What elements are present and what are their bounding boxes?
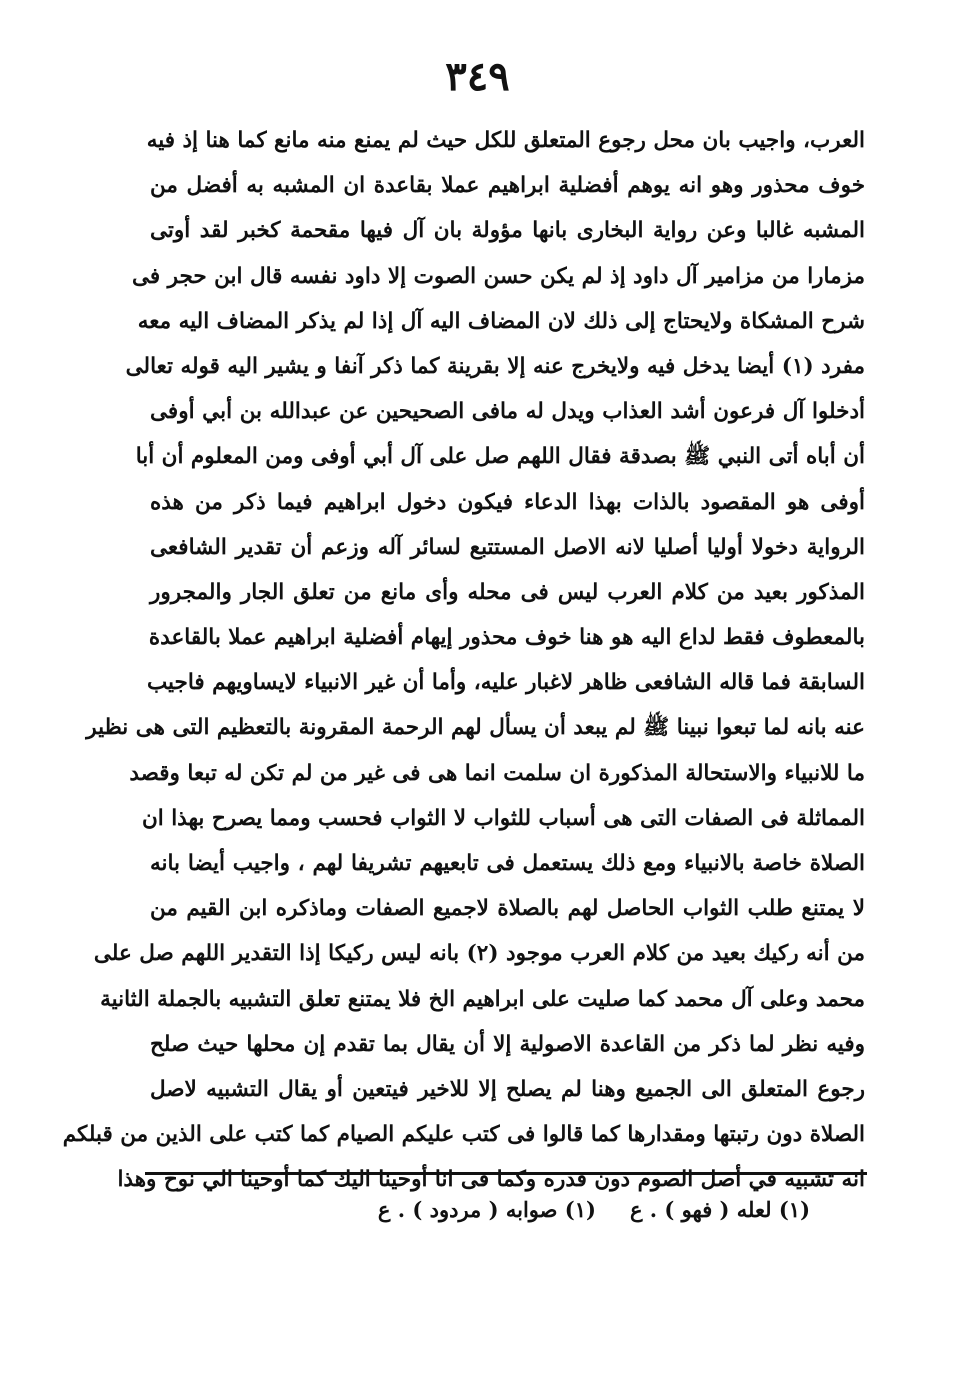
text-line: العرب، واجيب بان محل رجوع المتعلق للكل حيث لم يمنع منه مانع كما هنا إذ فيه <box>146 128 865 153</box>
text-line: عنه بانه لما تبعوا نبينا ﷺ لم يبعد أن يسأل لهم الرحمة المقرونة بالتعظيم التى هى نظير <box>86 715 865 741</box>
text-line: أن أباه أتى النبي ﷺ بصدقة فقال اللهم صل على آل أبي أوفى ومن المعلوم أن أبا <box>135 444 865 470</box>
text-line: السابقة فما قاله الشافعى ظاهر لاغبار عليه، وأما أن غير الانبياء لايساويهم فاجيب <box>146 670 865 696</box>
text-line: المشبه غالبا وعن رواية البخارى بانها مؤولة بان آل فيها مقحمة كخبر لقد أوتى <box>150 218 865 244</box>
body-text <box>62 118 865 1203</box>
footnote: (١) لعله ( فهو ) . ع <box>629 1197 810 1222</box>
text-line: أوفى هو المقصود بالذات بهذا الدعاء فيكون دخول ابراهيم فيما ذكر من هذه <box>150 489 865 515</box>
footnote: (١) صوابه ( مردود ) . ع <box>377 1197 596 1222</box>
text-line: خوف محذور وهو انه يوهم أفضلية ابراهيم عملا بقاعدة ان المشبه به أفضل من <box>150 173 865 199</box>
text-line: شرح المشكاة ولايحتاج إلى ذلك لان المضاف اليه آل إذا لم يذكر المضاف اليه معه <box>137 308 865 334</box>
footnotes <box>150 1190 810 1230</box>
text-line: رجوع المتعلق الى الجميع وهنا لم يصلح إلا للاخير فيتعين أو يقال التشبيه لاصل <box>150 1076 865 1102</box>
text-line: المماثلة فى الصفات التى هى أسباب للثواب لا الثواب فحسب ومما يصرح بهذا ان <box>141 805 865 831</box>
text-line: المذكور بعيد من كلام العرب ليس فى محله وأى مانع من تعلق الجار والمجرور <box>150 579 865 605</box>
text-line: محمد وعلى آل محمد كما صليت على ابراهيم الخ فلا يمتنع تعلق التشبيه بالجملة الثانية <box>100 986 865 1012</box>
text-line: لا يمتنع طلب الثواب الحاصل لهم بالصلاة لاجميع الصفات وماذكره ابن القيم من <box>150 896 865 922</box>
footnote-divider <box>145 1172 867 1175</box>
text-line: أدخلوا آل فرعون أشد العذاب ويدل له مافى الصحيحين عن عبدالله بن أبي أوفى <box>150 399 865 425</box>
text-line: من أنه ركيك بعيد من كلام العرب موجود (٢) بانه ليس ركيكا إذا التقدير اللهم صل على <box>93 941 865 967</box>
text-line: انه تشبيه في أصل الصوم دون قدره وكما فى انا أوحينا اليك كما أوحينا الي نوح وهذا <box>117 1167 865 1193</box>
text-line: مفرد (١) أيضا يدخل فيه ولايخرج عنه إلا بقرينة كما ذكر آنفا و يشير اليه قوله تعالى <box>125 353 865 379</box>
text-line: الصلاة خاصة بالانبياء ومع ذلك يستعمل فى تابعيهم تشريفا لهم ، واجيب أيضا بانه <box>150 851 865 876</box>
text-line: وفيه نظر لما ذكر من القاعدة الاصولية إلا أن يقال بما تقدم إن محلها حيث صلح <box>150 1031 865 1057</box>
text-line: بالمعطوف فقط لداع اليه هو هنا خوف محذور إيهام أفضلية ابراهيم عملا بالقاعدة <box>148 625 865 651</box>
text-line: الرواية دخولا أوليا أصليا لانه الاصل المستتبع لسائر آله وزعم أن تقدير الشافعى <box>150 534 865 560</box>
page-number: ٣٤٩ <box>445 53 510 100</box>
text-line: ما للانبياء والاستحالة المذكورة ان سلمت انما هى فى غير من لم تكن له تبعا وقصد <box>129 760 865 786</box>
text-line: الصلاة دون رتبتها ومقدارها كما قالوا فى كتب عليكم الصيام كما كتب على الذين من قبلكم <box>62 1122 865 1148</box>
text-line: مزمارا من مزامير آل داود إذ لم يكن حسن الصوت إلا داود نفسه قال ابن حجر فى <box>131 263 865 289</box>
